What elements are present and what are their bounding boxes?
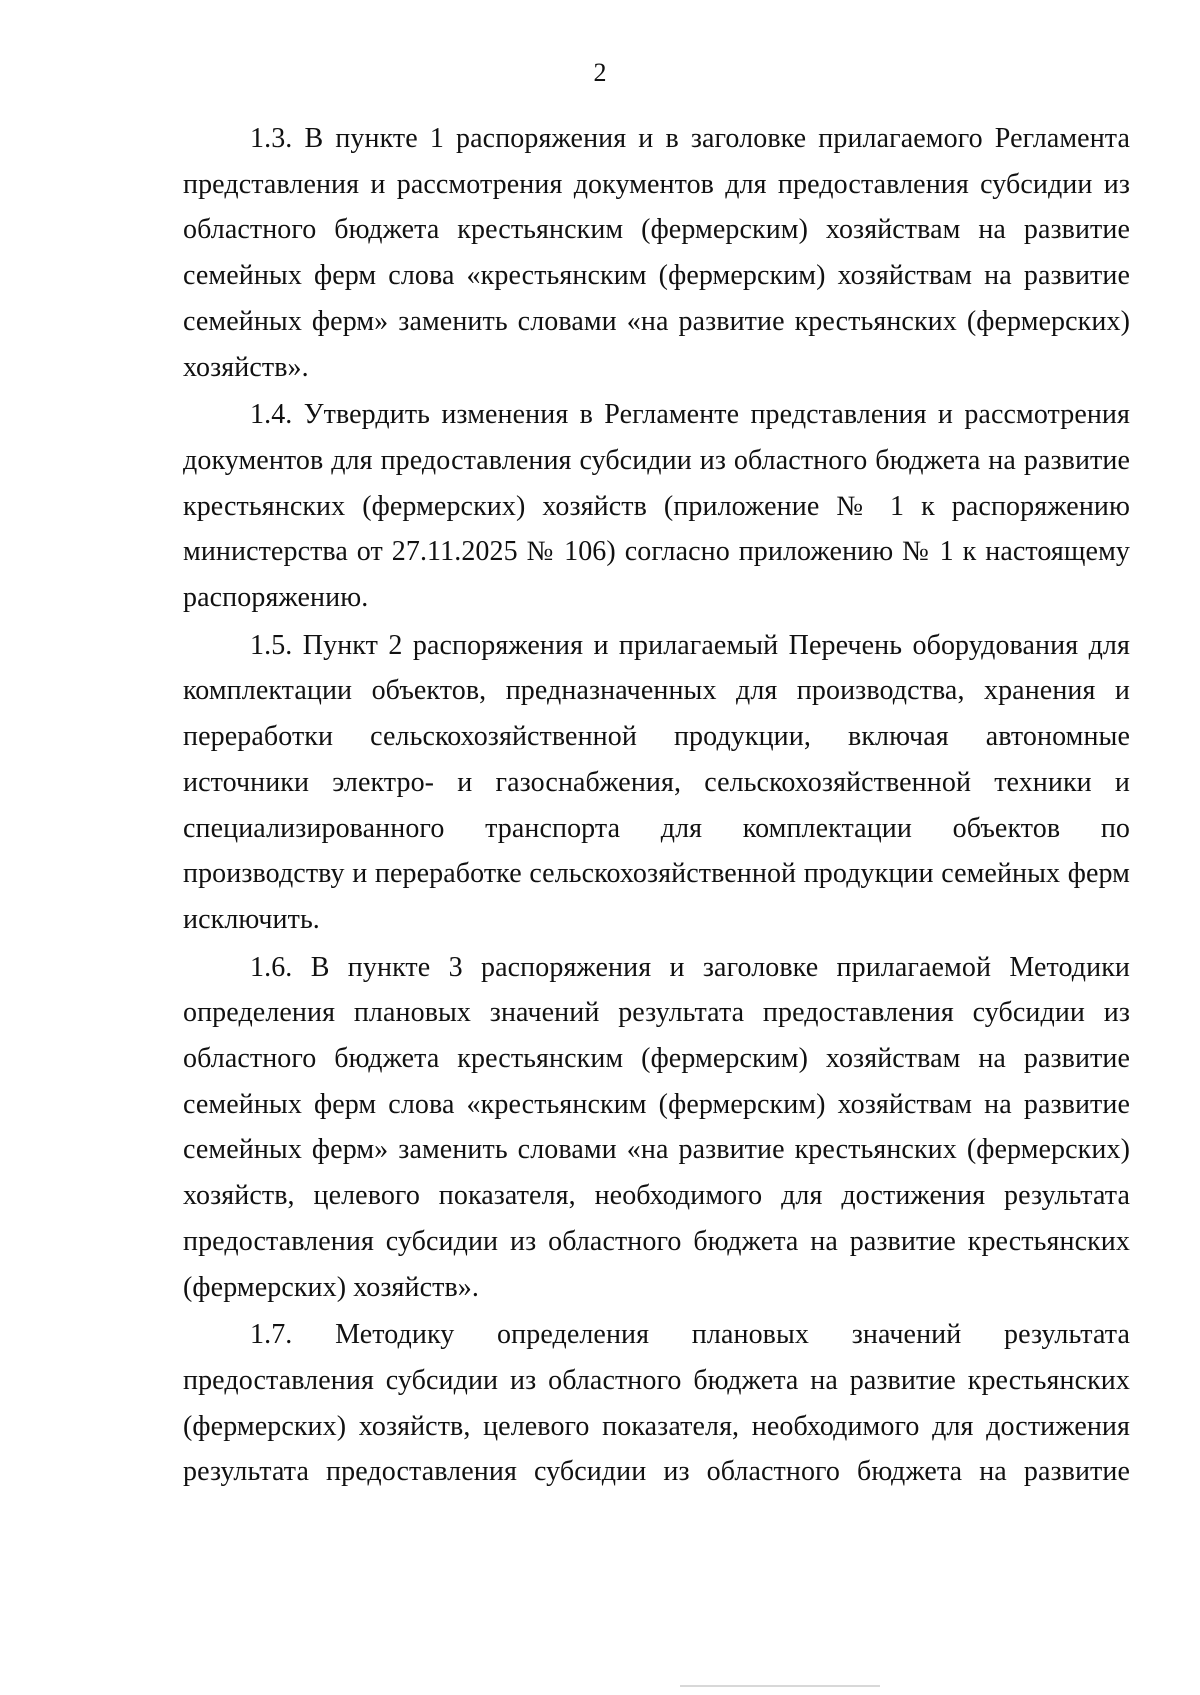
scan-artifact — [680, 1685, 880, 1687]
page-number: 2 — [593, 58, 607, 87]
paragraph-1-3: 1.3. В пункте 1 распоряжения и в заголовке прилагаемого Регламента представления и рассмотрения документов для предоставления субсидии из областного бюджета крестьянским (фермерским) хозяйствам на развитие семейных ферм слова «крестьянским (фермерским) хозяйствам на развитие семейных ферм» заменить словами «на развитие крестьянских (фермерских) хозяйств». — [183, 123, 1130, 383]
paragraph-1-4: 1.4. Утвердить изменения в Регламенте представления и рассмотрения документов для предоставления субсидии из областного бюджета на развитие крестьянских (фермерских) хозяйств (приложение № 1 к распоряжению министерства от 27.11.2025 № 106) согласно приложению № 1 к настоящему распоряжению. — [183, 399, 1130, 614]
paragraph-1-5: 1.5. Пункт 2 распоряжения и прилагаемый Перечень оборудования для комплектации объектов, предназначенных для производства, хранения и переработки сельскохозяйственной продукции, включая автономные источники электро- и газоснабжения, сельскохозяйственной техники и специализированного транспорта для комплектации объектов по производству и переработке сельскохозяйственной продукции семейных ферм исключить. — [183, 629, 1130, 935]
paragraph-1-7: 1.7. Методику определения плановых значений результата предоставления субсидии из областного бюджета на развитие крестьянских (фермерских) хозяйств, целевого показателя, необходимого для достижения результата предоставления субсидии из областного бюджета на развитие — [183, 1319, 1130, 1488]
paragraph-1-6: 1.6. В пункте 3 распоряжения и заголовке прилагаемой Методики определения плановых значений результата предоставления субсидии из областного бюджета крестьянским (фермерским) хозяйствам на развитие семейных ферм слова «крестьянским (фермерским) хозяйствам на развитие семейных ферм» заменить словами «на развитие крестьянских (фермерских) хозяйств, целевого показателя, необходимого для достижения результата предоставления субсидии из областного бюджета на развитие крестьянских (фермерских) хозяйств». — [183, 951, 1130, 1303]
document-body — [183, 116, 1130, 1495]
